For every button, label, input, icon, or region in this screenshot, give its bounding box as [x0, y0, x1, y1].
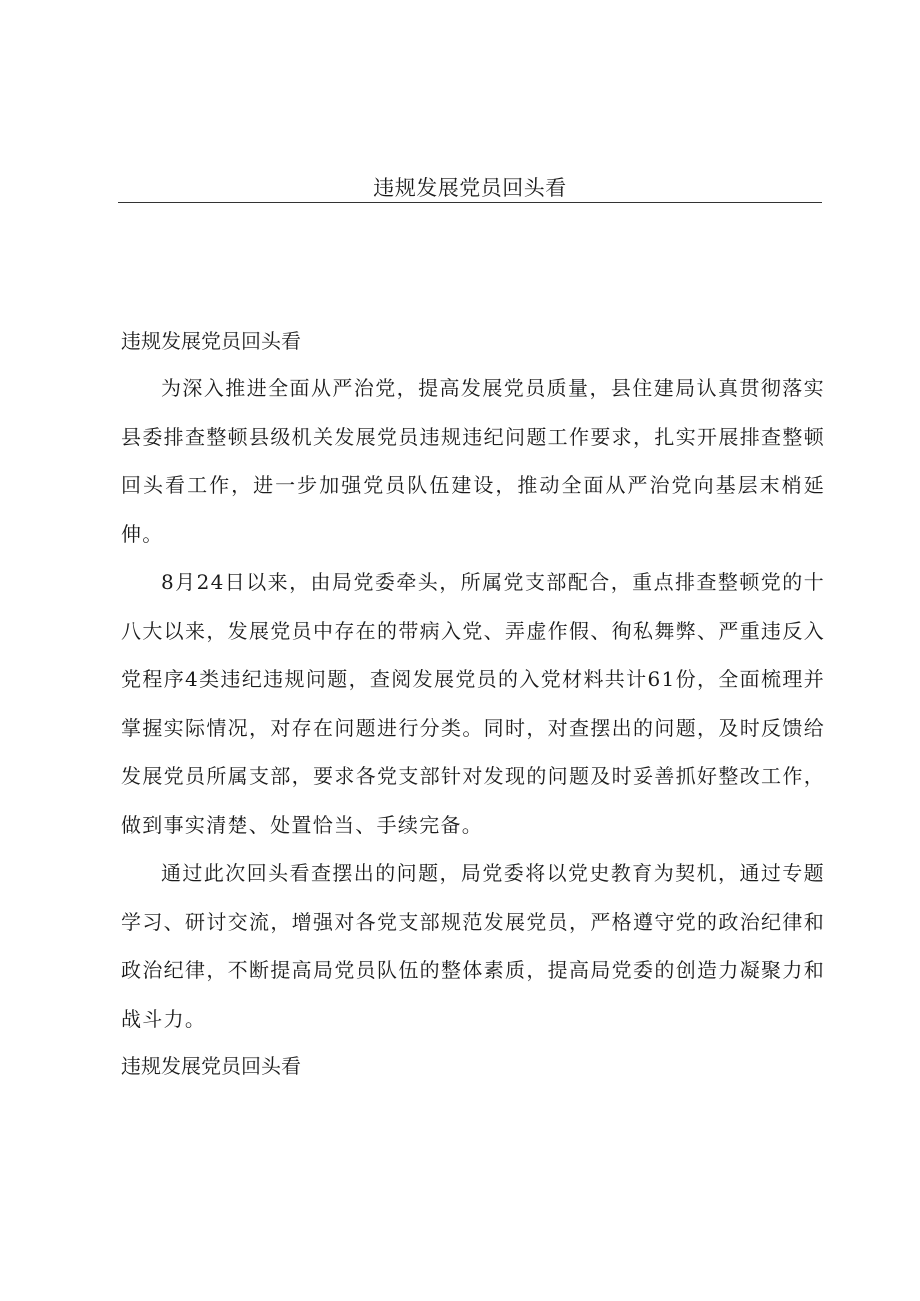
header-title: 违规发展党员回头看	[373, 176, 567, 200]
document-body	[121, 318, 825, 1089]
paragraph-investigation: 8月24日以来，由局党委牵头，所属党支部配合，重点排查整顿党的十八大以来，发展党员中存在的带病入党、弄虚作假、徇私舞弊、严重违反入党程序4类违纪违规问题，查阅发展党员的入党材料共计61份，全面梳理并掌握实际情况，对存在问题进行分类。同时，对查摆出的问题，及时反馈给发展党员所属支部，要求各党支部针对发现的问题及时妥善抓好整改工作，做到事实清楚、处置恰当、手续完备。	[121, 570, 825, 837]
paragraph-conclusion: 通过此次回头看查摆出的问题，局党委将以党史教育为契机，通过专题学习、研讨交流，增强对各党支部规范发展党员，严格遵守党的政治纪律和政治纪律，不断提高局党员队伍的整体素质，提高局党委的创造力凝聚力和战斗力。	[121, 861, 825, 1031]
paragraph-intro: 为深入推进全面从严治党，提高发展党员质量，县住建局认真贯彻落实县委排查整顿县级机关发展党员违规违纪问题工作要求，扎实开展排查整顿回头看工作，进一步加强党员队伍建设，推动全面从严治党向基层末梢延伸。	[121, 376, 825, 546]
document-footer-text: 违规发展党员回头看	[121, 1054, 301, 1078]
document-heading: 违规发展党员回头看	[121, 329, 301, 353]
page-header	[118, 168, 822, 203]
